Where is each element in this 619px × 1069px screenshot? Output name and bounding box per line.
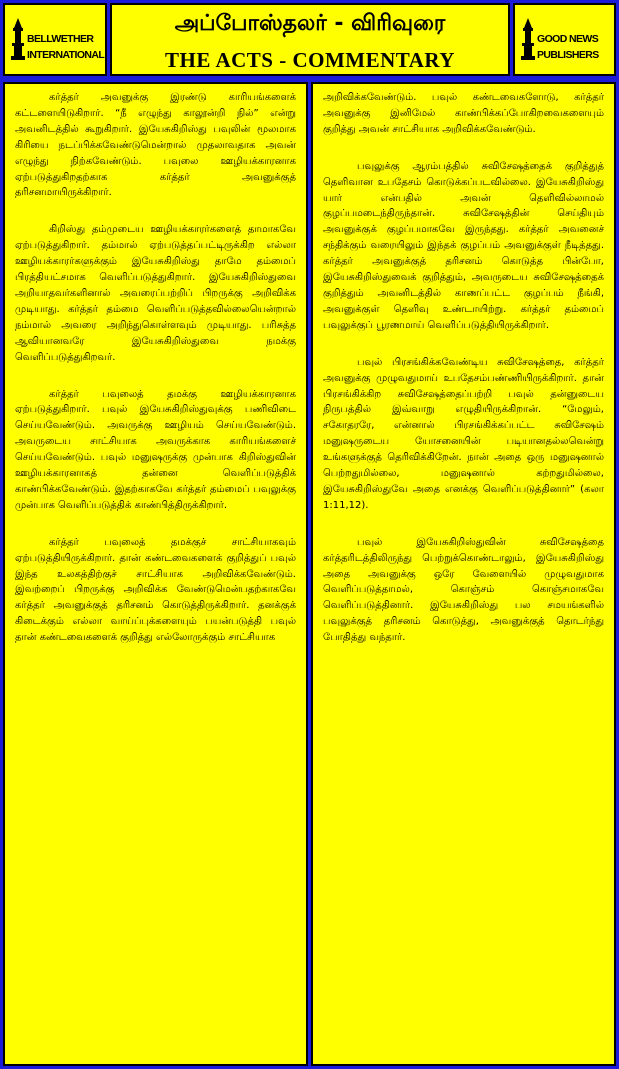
lamp-icon (11, 17, 25, 63)
publisher-logo-right (513, 3, 616, 76)
publisher-logo-left (3, 3, 107, 76)
paragraph: பவுல் இயேசுகிறிஸ்துவின் சுவிசேஷத்தை கர்த்தரிடத்திலிருந்து பெற்றுக்கொண்டாலும், இயேசுகிறிஸ்து அதை அவனுக்கு ஒரே வேளையில் முழுவதுமாக வெளிப்படுத்தாமல், கொஞ்சம் கொஞ்சமாகவே வெளிப்படுத்தினார். இயேசுகிறிஸ்து பல சமயங்களில் பவுலுக்குத் தரிசனம் கொடுத்து, அவனுக்குத் தொடர்ந்து போதித்து வந்தார். (323, 536, 604, 644)
lamp-icon (521, 17, 535, 63)
logo-text-line2: PUBLISHERS (537, 49, 599, 61)
logo-text-line2: INTERNATIONAL (27, 49, 105, 61)
logo-text-line1: GOOD NEWS (537, 33, 599, 45)
title-banner (110, 3, 510, 76)
right-column (311, 82, 616, 1066)
paragraph: கர்த்தர் பவுலைத் தமக்குச் சாட்சியாகவும் ஏற்படுத்தியிருக்கிறார். தான் கண்டவைகளைக் குறித்துப் பவுல் இந்த உலகத்திற்குச் சாட்சியாக அறிவிக்கவேண்டும். இவற்றைப் பிறருக்கு அறிவிக்க வேண்டுமென்பதற்காகவே கர்த்தர் அவனுக்குத் தரிசனம் கொடுத்திருக்கிறார். தனக்குக் கிடைக்கும் எல்லா வாய்ப்புக்களையும் பயன்படுத்தி பவுல் தான் கண்டவைகளைக் குறித்து எல்லோருக்கும் சாட்சியாக (15, 536, 296, 644)
paragraph: அறிவிக்கவேண்டும். பவுல் கண்டவைகளோடு, கர்த்தர் அவனுக்கு இனிமேல் காண்பிக்கப்போகிறவைகளையும் குறித்து அவன் சாட்சியாக அறிவிக்கவேண்டும். (323, 92, 604, 135)
paragraph: கர்த்தர் பவுலைத் தமக்கு ஊழியக்காரனாக ஏற்படுத்துகிறார். பவுல் இயேசுகிறிஸ்துவுக்கு பணிவிடை செய்யவேண்டும். அவருக்கு ஊழியம் செய்யவேண்டும். அவருடைய சாட்சியாக அவருக்காக காரியங்களைச் செய்யவேண்டும். பவுல் மனுஷருக்கு முன்பாக கிறிஸ்துவின் ஊழியக்காரனாகத் தன்னை வெளிப்படுத்திக் காண்பிக்கவேண்டும். இதற்காகவே கர்த்தர் தம்மைப் பவுலுக்கு முன்பாக வெளிப்படுத்திக் காண்பித்திருக்கிறார். (15, 388, 296, 511)
paragraph: கர்த்தர் அவனுக்கு இரண்டு காரியங்களைக் கட்டளையிடுகிறார். “நீ எழுந்து காலூன்றி நில்” என்று அவனிடத்தில் கூறுகிறார். இயேசுகிறிஸ்து பவுலின் மூலமாக கிரியை நடப்பிக்கவேண்டுமென்றால் முதலாவதாக அவன் எழுந்து நிற்கவேண்டும். பவுலை ஊழியக்காரனாக ஏற்படுத்துகிறதற்காக கர்த்தர் அவனுக்குத் தரிசனமாயிருக்கிறார். (15, 92, 296, 199)
title-english: THE ACTS - COMMENTARY (165, 48, 455, 72)
left-column (3, 82, 308, 1066)
paragraph: பவுலுக்கு ஆரம்பத்தில் சுவிசேஷத்தைக் குறித்துத் தெளிவான உபதேசம் கொடுக்கப்படவில்லை. இயேசுகிறிஸ்து யார் என்பதில் அவன் தெளிவில்லாமல் குழப்பமடைந்திருந்தான். சுவிசேஷத்தின் செய்தியும் அவனுக்குக் குழப்பமாகவே இருந்தது. கர்த்தர் அவனைச் சந்திக்கும் வரையிலும் இந்தக் குழப்பம் அவனுக்குள் நீடித்தது. கர்த்தர் அவனுக்குத் தரிசனம் கொடுத்த பின்போ, இயேசுகிறிஸ்துவைக் குறித்தும், அவருடைய சுவிசேஷத்தைக் குறித்தும் அவனிடத்தில் காணப்பட்ட குழப்பம் நீங்கி, அவனுக்குள் தெளிவு உண்டாயிற்று. கர்த்தர் தம்மைப் பவுலுக்குப் பூரணமாய் வெளிப்படுத்தியிருக்கிறார். (323, 160, 604, 331)
good-news-logo (521, 17, 613, 67)
logo-text-line1: BELLWETHER (27, 33, 94, 45)
bellwether-logo (11, 17, 103, 67)
paragraph: பவுல் பிரசங்கிக்கவேண்டிய சுவிசேஷத்தை, கர்த்தர் அவனுக்கு முழுவதுமாய் உபதேசம்பண்ணியிருக்கிறார். தான் பிரசங்கிக்கிற சுவிசேஷத்தைப்பற்றி பவுல் தன்னுடைய நிருபத்தில் இவ்வாறு எழுதியிருக்கிறான். “மேலும், சகோதரரே, என்னால் பிரசங்கிக்கப்பட்ட சுவிசேஷம் மனுஷருடைய யோசனையின் படியானதல்லவென்று உங்களுக்குத் தெரிவிக்கிறேன். நான் அதை ஒரு மனுஷனால் பெற்றதுமில்லை, மனுஷனால் கற்றதுமில்லை, இயேசுகிறிஸ்துவே அதை எனக்கு வெளிப்படுத்தினார்” (கலா 1:11,12). (323, 356, 604, 511)
title-tamil: அப்போஸ்தலர் - விரிவுரை (174, 11, 446, 36)
paragraph: கிறிஸ்து தம்முடைய ஊழியக்காரர்களைத் தாமாகவே ஏற்படுத்துகிறார். தம்மால் ஏற்படுத்தப்பட்டிருக்கிற எல்லா ஊழியக்காரர்களுக்கும் இயேசுகிறிஸ்து தாமே தம்மைப் பிரத்தியட்சமாக வெளிப்படுத்துகிறார். இயேசுகிறிஸ்துவை அறியாதவர்களினால் அவரைப்பற்றிப் பிறருக்கு அறிவிக்க முடியாது. கர்த்தர் தம்மை வெளிப்படுத்தவில்லையென்றால் நம்மால் அவரை அறிந்துகொள்ளவும் முடியாது. பரிசுத்த ஆவியானவரே இயேசுகிறிஸ்துவை நமக்கு வெளிப்படுத்துகிறவர். (15, 224, 296, 363)
